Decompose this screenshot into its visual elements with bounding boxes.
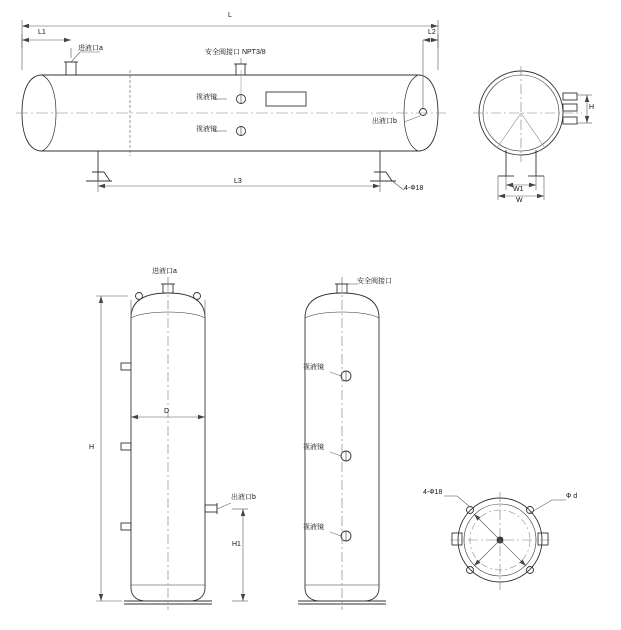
label-bolt-circle: Ф d	[566, 493, 578, 500]
label-l1: L1	[38, 29, 46, 36]
label-sight-glass-top: 视液镜	[196, 94, 217, 101]
vertical-tank-bottom-view	[450, 492, 550, 590]
label-outlet-vertical: 出液口b	[231, 494, 256, 501]
label-bolt-holes-horizontal: 4-Ф18	[404, 185, 424, 192]
label-diameter-d: D	[164, 408, 170, 415]
horizontal-tank-side-view	[16, 62, 446, 190]
vertical-front-dimensions	[96, 296, 248, 601]
label-sight-glass-1: 视液镜	[303, 364, 324, 371]
label-safety-valve-horizontal: 安全阀接口 NPT3/8	[205, 49, 266, 56]
label-outlet-horizontal: 出液口b	[372, 118, 397, 125]
label-inlet-vertical: 进液口a	[152, 268, 177, 275]
label-height-h1: H1	[232, 541, 241, 548]
label-height-h: H	[89, 444, 95, 451]
label-w: W	[516, 197, 523, 204]
label-w1: W1	[513, 186, 524, 193]
label-bolt-holes-bottom: 4-Ф18	[423, 489, 443, 496]
label-l2: L2	[428, 29, 436, 36]
label-h-end-view: H	[589, 104, 595, 111]
label-overall-length: L	[228, 12, 232, 19]
horizontal-tank-end-view	[473, 66, 582, 176]
vertical-tank-front-view	[121, 282, 217, 610]
label-safety-valve-vertical: 安全阀接口	[357, 278, 392, 285]
label-sight-glass-2: 视液镜	[303, 444, 324, 451]
label-sight-glass-3: 视液镜	[303, 524, 324, 531]
label-sight-glass-bottom: 视液镜	[196, 126, 217, 133]
vertical-front-leaders	[168, 277, 231, 509]
vertical-side-leaders	[330, 277, 358, 536]
label-l3: L3	[234, 178, 242, 185]
label-inlet-horizontal: 进液口a	[78, 45, 103, 52]
